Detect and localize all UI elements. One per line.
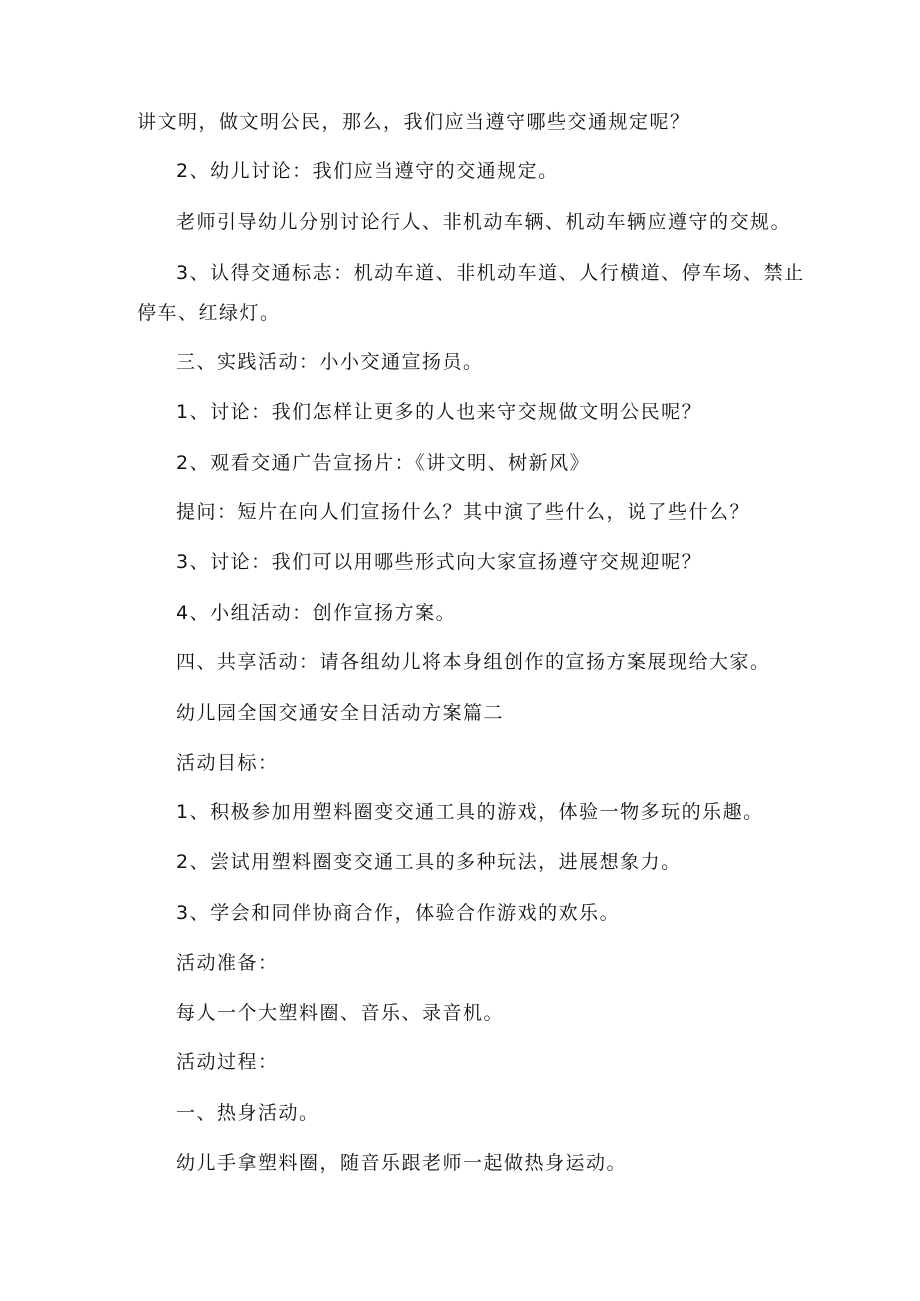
text-line-6: 三、实践活动：小小交通宣扬员。 xyxy=(176,351,484,373)
text-line-15: 1、积极参加用塑料圈变交通工具的游戏，体验一物多玩的乐趣。 xyxy=(176,801,764,823)
text-line-8: 2、观看交通广告宣扬片：《讲文明、树新风》 xyxy=(176,452,591,474)
text-line-17: 3、学会和同伴协商合作，体验合作游戏的欢乐。 xyxy=(176,902,621,924)
text-line-5: 停车、红绿灯。 xyxy=(137,302,281,324)
text-line-20: 活动过程： xyxy=(176,1051,279,1073)
text-line-2: 2、幼儿讨论：我们应当遵守的交通规定。 xyxy=(176,160,559,182)
text-line-3: 老师引导幼儿分别讨论行人、非机动车辆、机动车辆应遵守的交规。 xyxy=(176,211,792,233)
text-line-12: 四、共享活动：请各组幼儿将本身组创作的宣扬方案展现给大家。 xyxy=(176,651,771,673)
text-line-22: 幼儿手拿塑料圈，随音乐跟老师一起做热身运动。 xyxy=(176,1152,628,1174)
text-line-1: 讲文明，做文明公民，那么，我们应当遵守哪些交通规定呢？ xyxy=(137,111,691,133)
text-line-18: 活动准备： xyxy=(176,952,279,974)
text-line-14: 活动目标： xyxy=(176,752,279,774)
text-line-16: 2、尝试用塑料圈变交通工具的多种玩法，进展想象力。 xyxy=(176,851,682,873)
text-line-4: 3、认得交通标志：机动车道、非机动车道、人行横道、停车场、禁止 xyxy=(176,262,805,284)
text-line-10: 3、讨论：我们可以用哪些形式向大家宣扬遵守交规迎呢？ xyxy=(176,551,703,573)
text-line-7: 1、讨论：我们怎样让更多的人也来守交规做文明公民呢？ xyxy=(176,401,703,423)
text-line-19: 每人一个大塑料圈、音乐、录音机。 xyxy=(176,1002,505,1024)
text-line-21: 一、热身活动。 xyxy=(176,1102,320,1124)
text-line-11: 4、小组活动：创作宣扬方案。 xyxy=(176,602,457,624)
section-heading: 幼儿园全国交通安全日活动方案篇二 xyxy=(176,702,505,724)
text-line-9: 提问：短片在向人们宣扬什么？其中演了些什么，说了些什么？ xyxy=(176,501,751,523)
